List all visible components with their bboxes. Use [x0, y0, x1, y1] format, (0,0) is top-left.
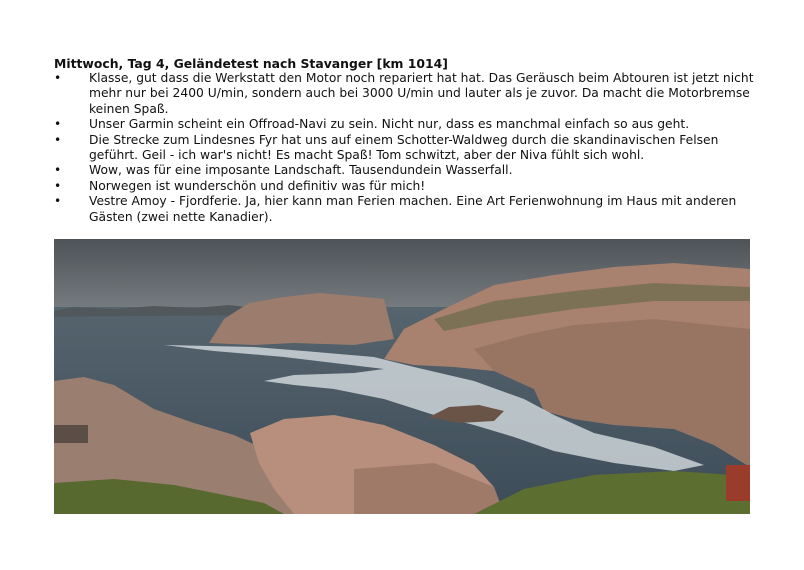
- list-item: [54, 117, 754, 132]
- bullet-icon: •: [54, 117, 62, 132]
- bullet-text: Wow, was für eine imposante Landschaft. Tausendundein Wasserfall.: [89, 163, 513, 178]
- document-body: [54, 56, 754, 225]
- list-item: [54, 194, 754, 225]
- bullet-icon: •: [54, 194, 62, 209]
- bullet-icon: •: [54, 178, 62, 193]
- bullet-icon: •: [54, 132, 62, 147]
- bullet-text: Die Strecke zum Lindesnes Fyr hat uns auf einem Schotter-Waldweg durch die skandinavischen Felsen geführt. Geil - ich war's nicht! Es macht Spaß! Tom schwitzt, aber der Niva fühlt sich wohl.: [89, 132, 719, 163]
- red-structure: [726, 465, 750, 501]
- diary-heading: Mittwoch, Tag 4, Geländetest nach Stavanger [km 1014]: [54, 56, 448, 71]
- coastline-photo: [54, 239, 750, 514]
- bullet-icon: •: [54, 163, 62, 178]
- bullet-list: [54, 71, 754, 225]
- list-item: [54, 163, 754, 178]
- bullet-text: Unser Garmin scheint ein Offroad-Navi zu sein. Nicht nur, dass es manchmal einfach so aus geht.: [89, 117, 690, 132]
- list-item: [54, 179, 754, 194]
- bunker: [54, 425, 88, 443]
- list-item: [54, 71, 754, 117]
- bullet-text: Norwegen ist wunderschön und definitiv was für mich!: [89, 178, 426, 193]
- bullet-text: Vestre Amoy - Fjordferie. Ja, hier kann man Ferien machen. Eine Art Ferienwohnung im Haus mit anderen Gästen (zwei nette Kanadier).: [89, 194, 737, 224]
- list-item: [54, 133, 754, 164]
- bullet-text: Klasse, gut dass die Werkstatt den Motor noch repariert hat hat. Das Geräusch beim Abtouren ist jetzt nicht mehr nur bei 2400 U/min, sondern auch bei 3000 U/min und lauter als je zuvor. Da macht die Motorbremse keinen Spaß.: [89, 71, 754, 116]
- bullet-icon: •: [54, 71, 62, 85]
